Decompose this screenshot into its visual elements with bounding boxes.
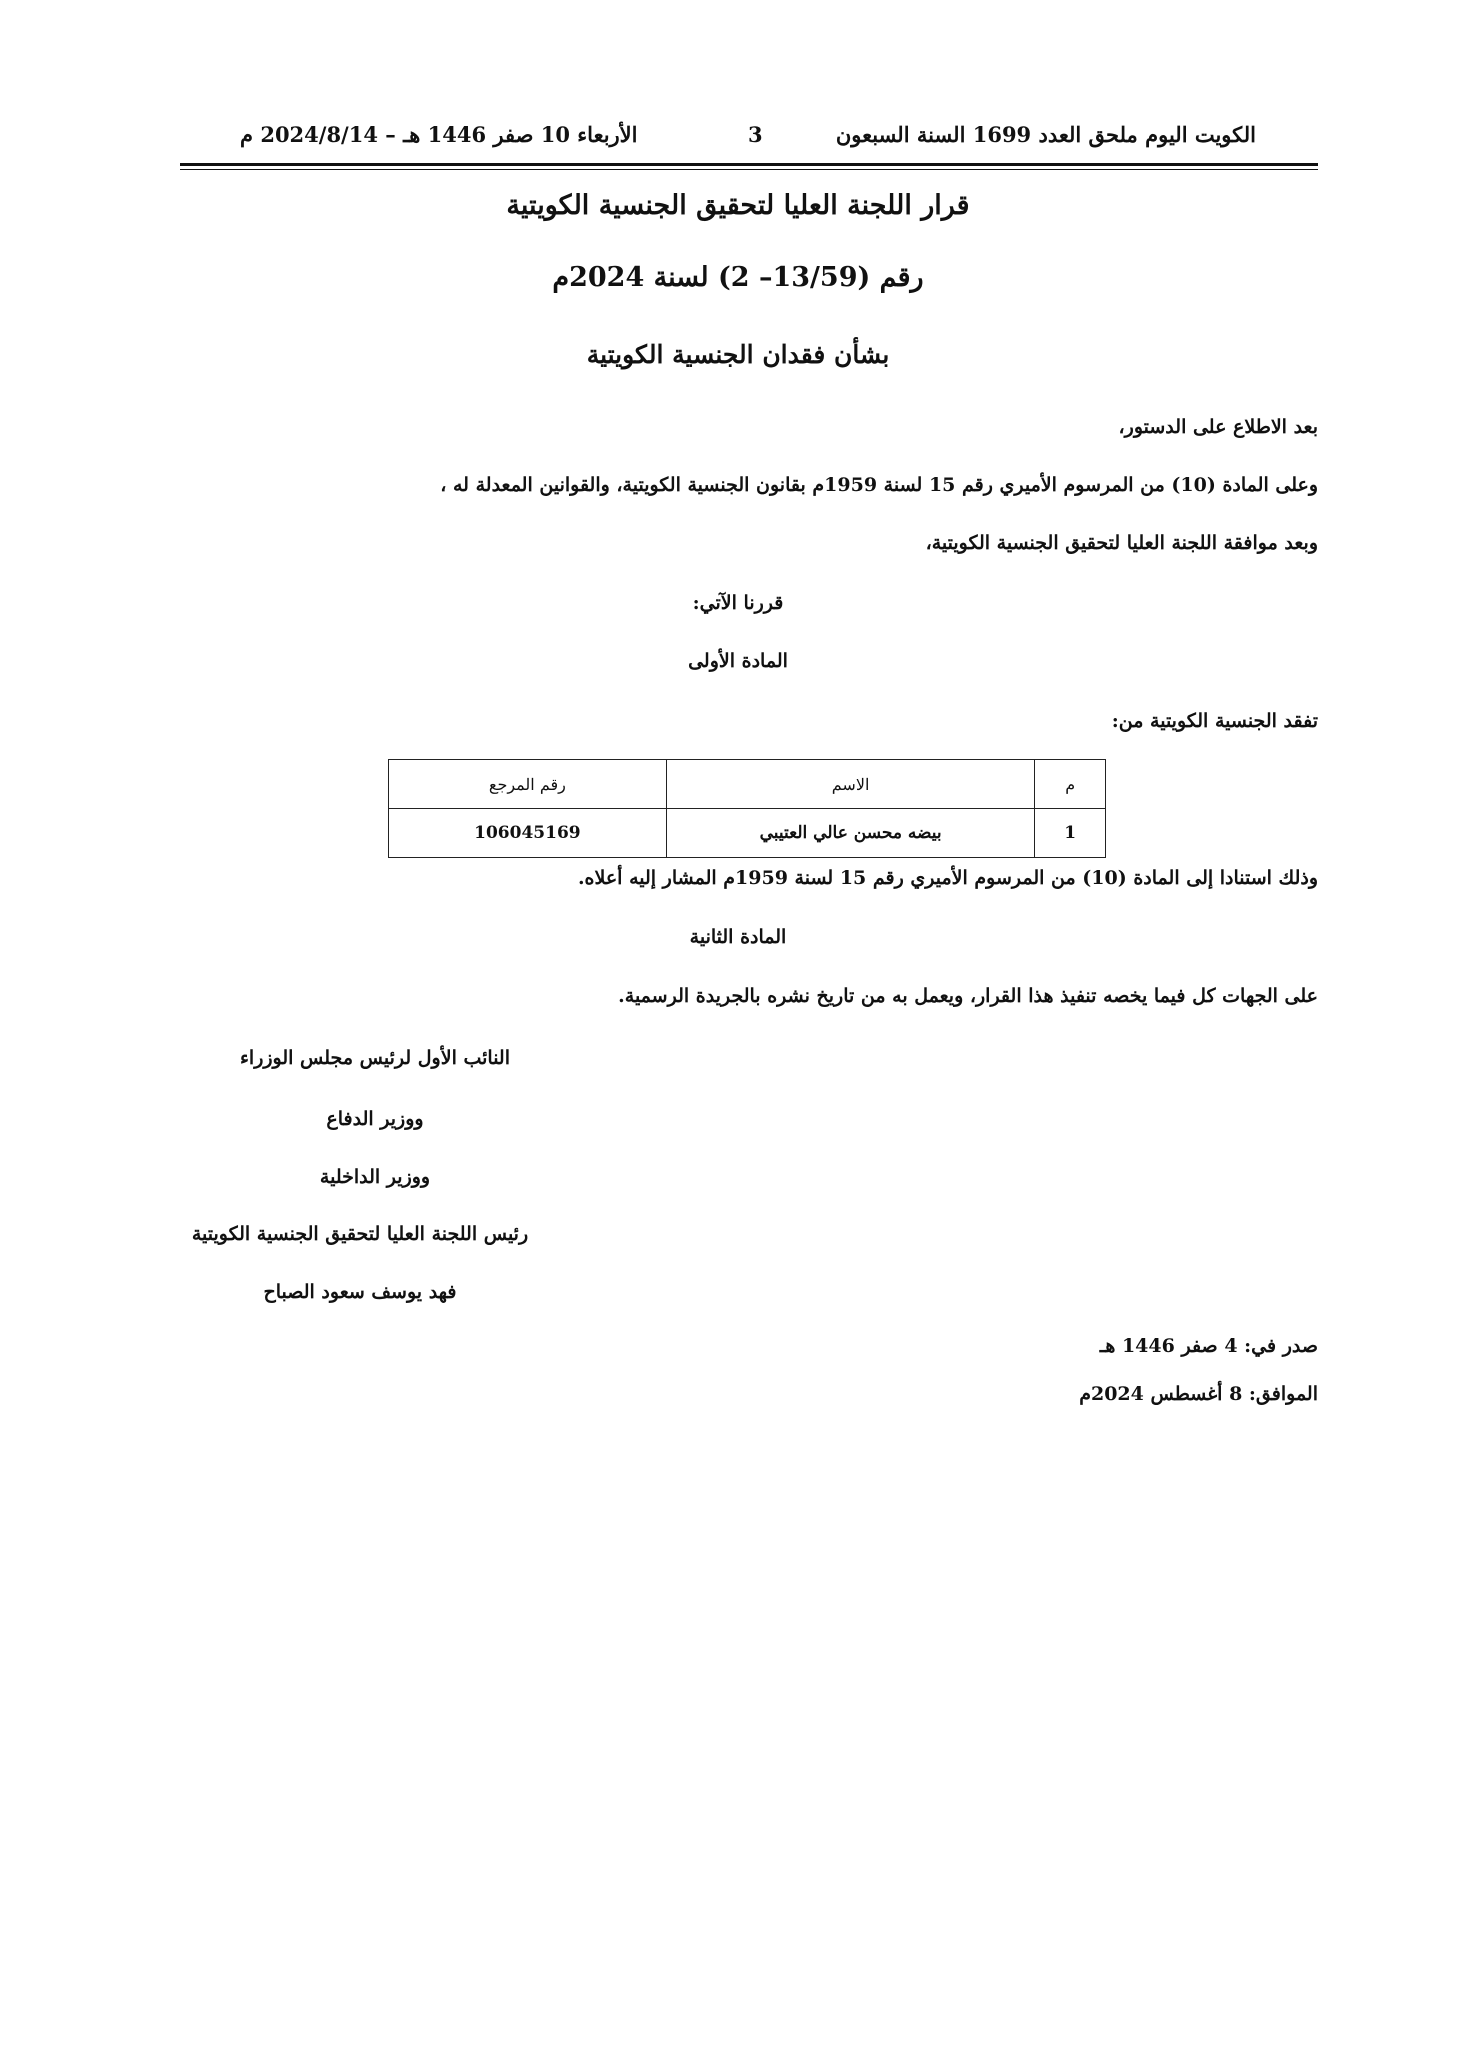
issued-gregorian-date: الموافق: 8 أغسطس 2024م xyxy=(1079,1383,1318,1405)
cell-name: بيضه محسن عالي العتيبي xyxy=(666,809,1035,858)
article1-heading: المادة الأولى xyxy=(688,650,788,672)
decision-number: رقم (13/59– 2) لسنة 2024م xyxy=(552,262,924,293)
persons-table xyxy=(388,759,1106,858)
decision-title: قرار اللجنة العليا لتحقيق الجنسية الكويتية xyxy=(506,190,970,221)
header-rule-thick xyxy=(180,163,1318,166)
signature-title-line3: ووزير الداخلية xyxy=(319,1166,431,1188)
page-number: 3 xyxy=(748,122,763,147)
issue-date: الأربعاء 10 صفر 1446 هـ – 2024/8/14 م xyxy=(240,122,638,147)
cell-reference: 106045169 xyxy=(389,809,667,858)
signatory-name: فهد يوسف سعود الصباح xyxy=(263,1281,457,1303)
table-header-row xyxy=(389,760,1106,809)
signature-title-line4: رئيس اللجنة العليا لتحقيق الجنسية الكويتية xyxy=(191,1223,529,1245)
cell-index: 1 xyxy=(1035,809,1106,858)
article1-note: وذلك استنادا إلى المادة (10) من المرسوم الأميري رقم 15 لسنة 1959م المشار إليه أعلاه. xyxy=(577,867,1318,889)
col-header-name: الاسم xyxy=(666,760,1035,809)
signature-title-line2: ووزير الدفاع xyxy=(326,1108,424,1130)
decision-subject: بشأن فقدان الجنسية الكويتية xyxy=(586,340,890,369)
decided-heading: قررنا الآتي: xyxy=(692,592,784,614)
issued-hijri-date: صدر في: 4 صفر 1446 هـ xyxy=(1099,1335,1318,1357)
preamble-constitution: بعد الاطلاع على الدستور، xyxy=(1118,416,1318,438)
signature-title-line1: النائب الأول لرئيس مجلس الوزراء xyxy=(239,1047,510,1069)
article1-intro: تفقد الجنسية الكويتية من: xyxy=(1111,710,1318,732)
col-header-index: م xyxy=(1035,760,1106,809)
article2-heading: المادة الثانية xyxy=(689,926,787,948)
header-rule-thin xyxy=(180,169,1318,170)
col-header-reference: رقم المرجع xyxy=(389,760,667,809)
preamble-article: وعلى المادة (10) من المرسوم الأميري رقم 15 لسنة 1959م بقانون الجنسية الكويتية، والقوانين المعدلة له ، xyxy=(440,474,1318,496)
preamble-approval: وبعد موافقة اللجنة العليا لتحقيق الجنسية الكويتية، xyxy=(925,532,1318,554)
article2-text: على الجهات كل فيما يخصه تنفيذ هذا القرار، ويعمل به من تاريخ نشره بالجريدة الرسمية. xyxy=(618,985,1318,1007)
publication-info: الكويت اليوم ملحق العدد 1699 السنة السبعون xyxy=(835,122,1256,147)
table-row xyxy=(389,809,1106,858)
